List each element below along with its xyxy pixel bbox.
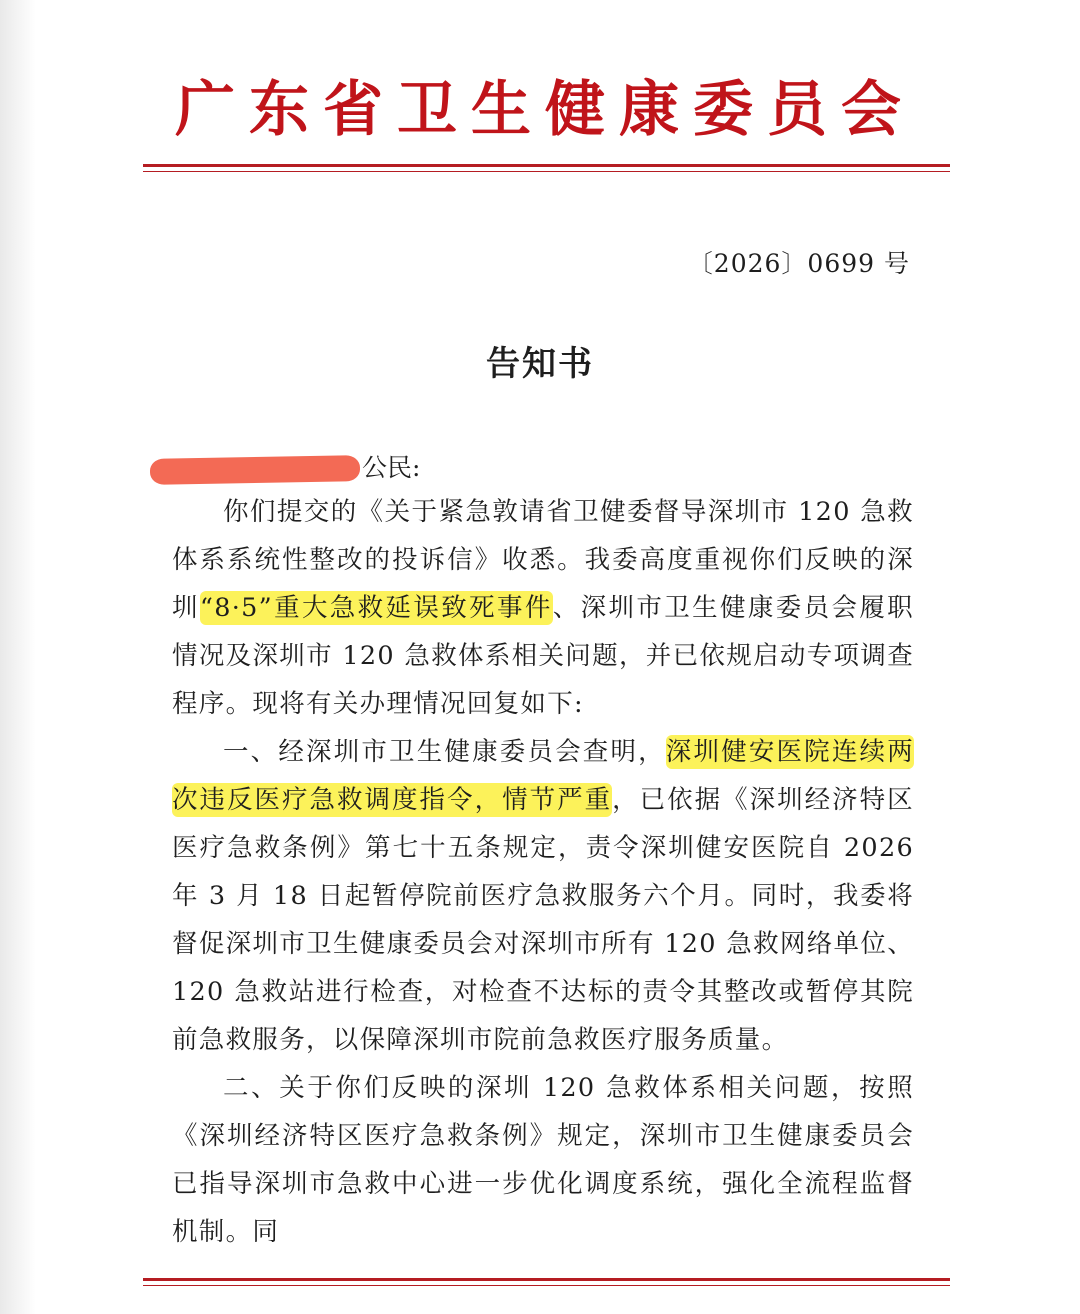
paragraph-2-text-b: ，已依据《深圳经济特区医疗急救条例》第七十五条规定，责令深圳健安医院自 2026 年 3 月 18 日起暂停院前医疗急救服务六个月。同时，我委将督促深圳市卫生健康委员会对深圳市所有 120 急救网络单位、120 急救站进行检查，对检查不达标的责令其整改或暂停其院前急救服务，以保障深圳市院前急救医疗服务质量。 [172,785,914,1055]
paragraph-2-text-a: 一、经深圳市卫生健康委员会查明， [223,737,666,767]
redaction-mark [150,455,360,485]
salutation [150,448,420,484]
paragraph-3: 二、关于你们反映的深圳 120 急救体系相关问题，按照《深圳经济特区医疗急救条例》规定，深圳市卫生健康委员会已指导深圳市急救中心进一步优化调度系统，强化全流程监督机制。同 [172,1073,914,1247]
paragraph-2 [172,728,914,1064]
letterhead-rule [143,164,950,167]
letterhead-rule-thin [143,171,950,172]
highlighted-phrase-violation: 深圳健安医院连续两次违反医疗急救调度指令，情节严重 [172,737,914,815]
footer-rule-thin [143,1285,950,1286]
letter-body [172,488,914,1256]
letterhead-title: 广东省卫生健康委员会 [175,75,915,145]
page-edge-shadow [0,0,36,1314]
footer-rule [143,1278,950,1281]
highlighted-phrase-incident: “8·5”重大急救延误致死事件 [199,593,553,623]
paragraph-1-text-a: 你们提交的《关于紧急敦请省卫健委督导深圳市 120 急救体系系统性整改的投诉信》收悉。我委高度重视你们反映的深圳 [172,497,914,623]
paragraph-1-text-b: 、深圳市卫生健康委员会履职情况及深圳市 120 急救体系相关问题，并已依规启动专项调查程序。现将有关办理情况回复如下: [172,593,914,719]
document-number: 〔2026〕0699 号 [687,249,910,278]
paragraph-1 [172,488,914,728]
salutation-suffix: 公民: [362,453,421,482]
document-title: 告知书 [486,344,594,384]
